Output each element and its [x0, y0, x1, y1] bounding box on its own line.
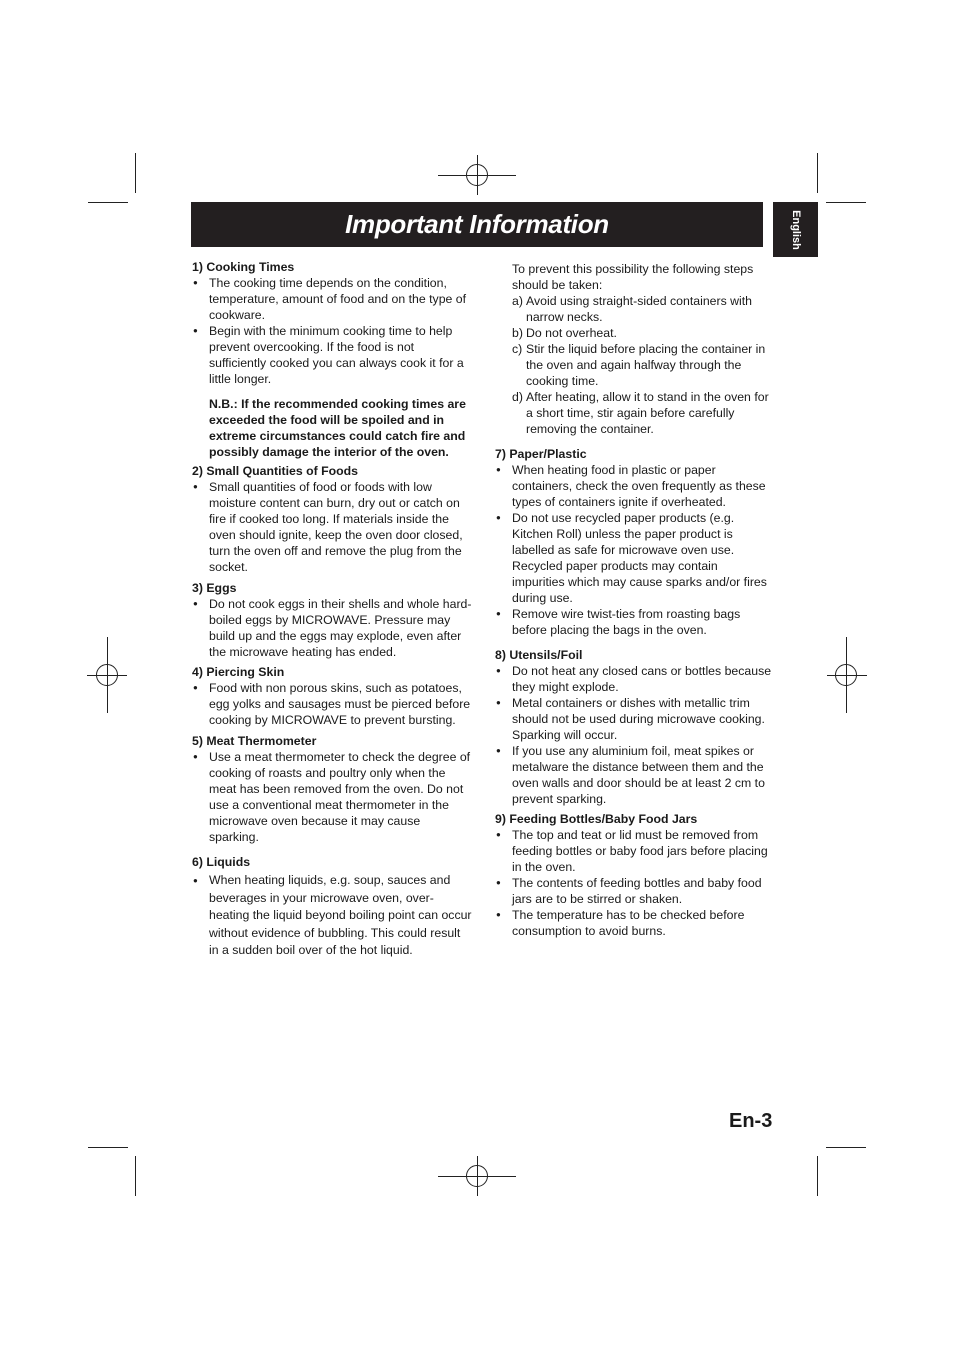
- list-item: ● The top and teat or lid must be removed from feeding bottles or baby food jars before placing in the oven.: [495, 827, 773, 875]
- page-title: Important Information: [345, 209, 609, 239]
- section-title: 9) Feeding Bottles/Baby Food Jars: [495, 812, 698, 826]
- section-title: 3) Eggs: [192, 581, 237, 595]
- section-title: 2) Small Quantities of Foods: [192, 464, 359, 478]
- language-tab-label: English: [789, 209, 802, 250]
- section-utensils-foil: [495, 647, 773, 807]
- section-meat-thermometer: [192, 733, 472, 845]
- section-feeding-bottles: [495, 811, 773, 939]
- right-column: [495, 261, 773, 939]
- list-item: ● Metal containers or dishes with metallic trim should not be used during microwave cooking. Sparking will occur.: [495, 695, 773, 743]
- step-text: Stir the liquid before placing the container in the oven and again halfway through the cooking time.: [526, 342, 766, 388]
- step-text: Do not overheat.: [526, 326, 617, 340]
- section-title: 1) Cooking Times: [192, 260, 295, 274]
- step-label: a): [512, 294, 523, 308]
- title-banner: [191, 202, 763, 247]
- language-tab: [773, 202, 818, 257]
- section-liquids-continued: [495, 261, 773, 437]
- list-item: ● Remove wire twist-ties from roasting bags before placing the bags in the oven.: [495, 606, 773, 638]
- section-title: 5) Meat Thermometer: [192, 734, 317, 748]
- step-item: [512, 341, 773, 389]
- list-item: ● Small quantities of food or foods with low moisture content can burn, dry out or catch on fire if cooked too long. If materials inside the oven should ignite, keep the oven door closed, turn the oven off and remove the plug from the socket.: [192, 479, 472, 575]
- list-item: ● Begin with the minimum cooking time to help prevent overcooking. If the food is not sufficiently cooked you can always cook it for a little longer.: [192, 323, 472, 387]
- list-item: ● Use a meat thermometer to check the degree of cooking of roasts and poultry only when the meat has been removed from the oven. Do not use a conventional meat thermometer in the microwave oven because it may cause sparking.: [192, 749, 472, 845]
- section-paper-plastic: [495, 446, 773, 638]
- left-column: [192, 259, 472, 960]
- list-item: ● The cooking time depends on the condition, temperature, amount of food and on the type of cookware.: [192, 275, 472, 323]
- section-small-quantities: [192, 463, 472, 575]
- list-item: ● When heating liquids, e.g. soup, sauces and beverages in your microwave oven, over-heating the liquid beyond boiling point can occur without evidence of bubbling. This could result in a sudden boil over of the hot liquid.: [192, 872, 472, 960]
- section-title: 4) Piercing Skin: [192, 665, 285, 679]
- section-piercing-skin: [192, 664, 472, 728]
- section-cooking-times: [192, 259, 472, 460]
- section-title: 8) Utensils/Foil: [495, 648, 583, 662]
- step-label: c): [512, 342, 523, 356]
- step-item: [512, 325, 773, 341]
- step-item: [512, 389, 773, 437]
- list-item: ● Food with non porous skins, such as potatoes, egg yolks and sausages must be pierced before cooking by MICROWAVE to prevent bursting.: [192, 680, 472, 728]
- section-title: 6) Liquids: [192, 855, 251, 869]
- step-text: After heating, allow it to stand in the oven for a short time, stir again before carefully removing the container.: [526, 390, 769, 436]
- list-item: ● The temperature has to be checked before consumption to avoid burns.: [495, 907, 773, 939]
- step-text: Avoid using straight-sided containers with narrow necks.: [526, 294, 753, 324]
- section-liquids: [192, 854, 472, 960]
- list-item: ● If you use any aluminium foil, meat spikes or metalware the distance between them and the oven walls and door should be at least 2 cm to prevent sparking.: [495, 743, 773, 807]
- step-label: b): [512, 326, 523, 340]
- list-item: ● The contents of feeding bottles and baby food jars are to be stirred or shaken.: [495, 875, 773, 907]
- page-number: En-3: [729, 1110, 773, 1132]
- list-item: ● Do not cook eggs in their shells and whole hard-boiled eggs by MICROWAVE. Pressure may build up and the eggs may explode, even after the microwave heating has ended.: [192, 596, 472, 660]
- warning-note: N.B.: If the recommended cooking times are exceeded the food will be spoiled and in extreme circumstances could catch fire and possibly damage the interior of the oven.: [209, 397, 466, 459]
- list-item: ● When heating food in plastic or paper containers, check the oven frequently as these types of containers ignite if overheated.: [495, 462, 773, 510]
- list-item: ● Do not use recycled paper products (e.g. Kitchen Roll) unless the paper product is labelled as safe for microwave oven use. Recycled paper products may contain impurities which may cause sparks and/or fires during use.: [495, 510, 773, 606]
- step-item: [512, 293, 773, 325]
- section-eggs: [192, 580, 472, 660]
- step-label: d): [512, 390, 523, 404]
- list-item: ● Do not heat any closed cans or bottles because they might explode.: [495, 663, 773, 695]
- liquids-intro: To prevent this possibility the following steps should be taken:: [512, 262, 754, 292]
- section-title: 7) Paper/Plastic: [495, 447, 587, 461]
